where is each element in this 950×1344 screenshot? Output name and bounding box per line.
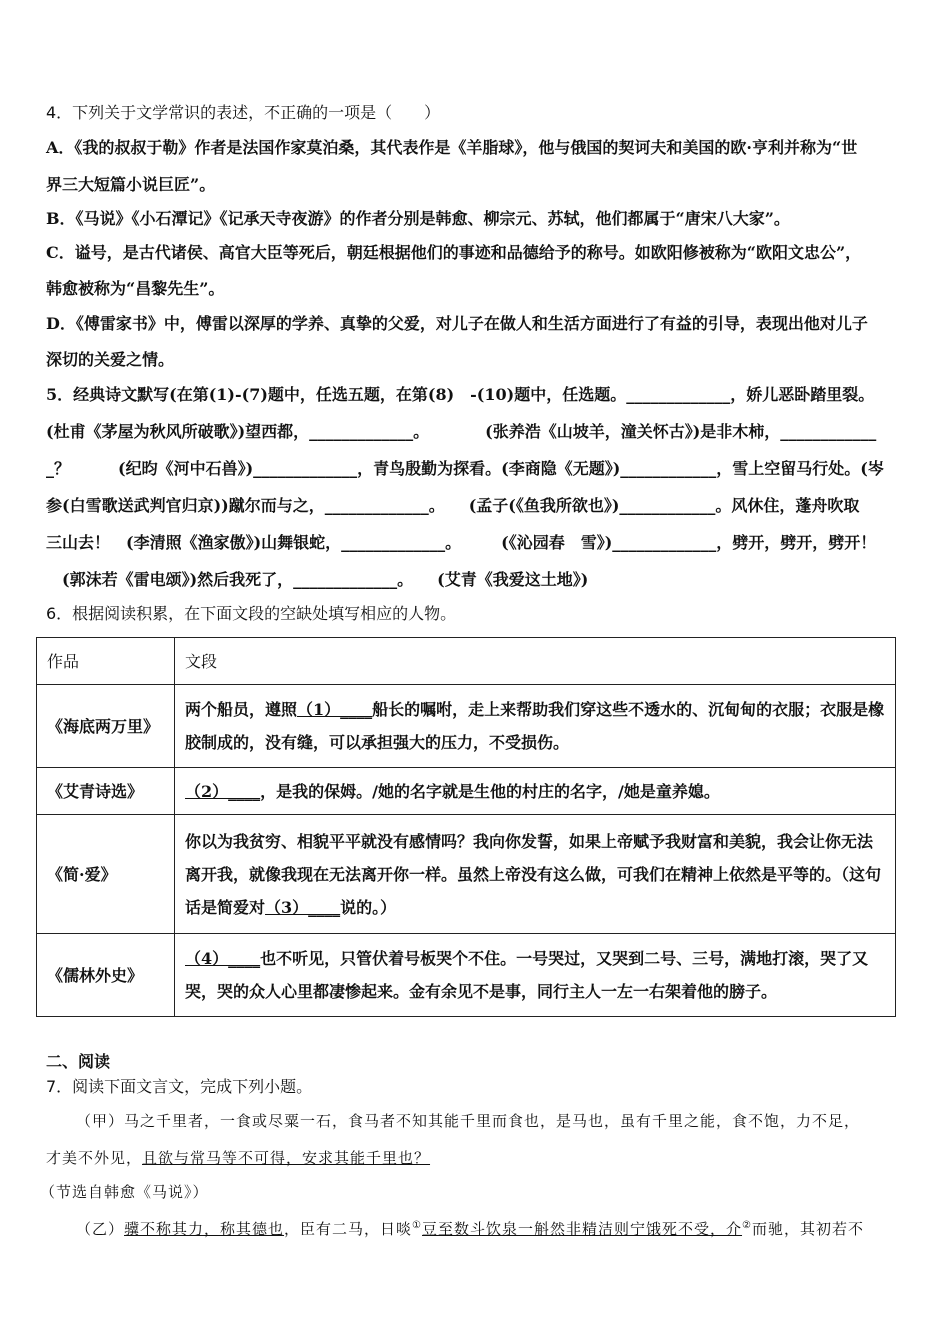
- yi-text: ，臣有二马，日啖: [284, 1220, 413, 1238]
- blank-3: （3）____: [265, 897, 341, 917]
- blank-4: （4）____: [185, 949, 261, 968]
- work-cell: 《海底两万里》: [37, 685, 175, 768]
- table-header-work: 作品: [37, 638, 175, 685]
- footnote-mark-2: ②: [742, 1220, 752, 1231]
- jia-text: 才美不外见，: [46, 1149, 143, 1167]
- q5-line4: 参(白雪歌送武判官归京))蹴尔而与之，_____________。 (孟子(《鱼我所欲也》)____________。风休住，蓬舟吹取: [46, 496, 860, 515]
- work-cell: 《简·爱》: [37, 815, 175, 934]
- passage-text: 船长的嘱咐，走上来帮助我们穿这些不透水的、沉甸甸的衣服；衣服是橡胶制成的，没有缝，可以承担强大的压力，不受损伤。: [185, 700, 885, 752]
- q4-option-d-line1: D．《傅雷家书》中，傅雷以深厚的学养、真挚的父爱，对儿子在做人和生活方面进行了有益的引导，表现出他对儿子: [46, 314, 868, 333]
- q5-line6: (郭沫若《雷电颂》)然后我死了，_____________。 (艾青《我爱这土地》): [46, 570, 589, 589]
- q4-option-a-line1: A．《我的叔叔于勒》作者是法国作家莫泊桑，其代表作是《羊脂球》，他与俄国的契诃夫和美国的欧·亨利并称为“世: [46, 138, 858, 157]
- section-title: 二、阅读: [46, 1052, 111, 1071]
- passage-cell: [175, 815, 896, 934]
- yi-label: （乙）: [76, 1220, 125, 1238]
- q4-stem: 4．下列关于文学常识的表述，不正确的一项是（ ）: [46, 103, 441, 122]
- passage-text: 说的。）: [340, 897, 397, 917]
- q5-line3: _？ (纪昀《河中石兽》)_____________，青鸟殷勤为探看。(李商隐《无题》)____________，雪上空留马行处。(岑: [46, 459, 884, 478]
- table-row: [37, 768, 896, 815]
- passage-cell: [175, 934, 896, 1017]
- yi-underlined-sentence: 骥不称其力，称其德也: [124, 1220, 285, 1238]
- q4-option-d-line2: 深切的关爱之情。: [46, 350, 175, 369]
- jia-source: （节选自韩愈《马说》）: [40, 1183, 209, 1201]
- blank-2: （2）____: [185, 781, 261, 801]
- q4-option-c-line1: C．谥号，是古代诸侯、高官大臣等死后，朝廷根据他们的事迹和品德给予的称号。如欧阳修被称为“欧阳文忠公”，: [46, 243, 862, 262]
- passage-cell: [175, 768, 896, 815]
- blank-1: （1）____: [297, 700, 373, 719]
- table-row: [37, 685, 896, 768]
- table-header-row: [37, 638, 896, 685]
- jia-underlined-sentence: 且欲与常马等不可得，安求其能千里也？: [142, 1149, 431, 1167]
- q4-option-b: B．《马说》《小石潭记》《记承天寺夜游》的作者分别是韩愈、柳宗元、苏轼，他们都属于“唐宋八大家”。: [46, 209, 790, 228]
- q6-table: [36, 637, 896, 1017]
- jia-line2: [46, 1148, 916, 1168]
- yi-text: 而驰，其初若不: [752, 1220, 865, 1238]
- q4-option-a-line2: 界三大短篇小说巨匠”。: [46, 175, 216, 194]
- passage-text: 也不听见，只管伏着号板哭个不住。一号哭过，又哭到二号、三号，满地打滚，哭了又哭，哭的众人心里都凄惨起来。金有余见不是事，同行主人一左一右架着他的膀子。: [185, 949, 869, 1001]
- table-header-passage: 文段: [175, 638, 896, 685]
- q5-line5: 三山去！ (李清照《渔家傲》)山舞银蛇，_____________。 (《沁园春 雪》)_____________，劈开，劈开，劈开！: [46, 533, 877, 552]
- q4-option-c-line2: 韩愈被称为“昌黎先生”。: [46, 279, 225, 298]
- q5-line2: (杜甫《茅屋为秋风所破歌》)望西都，_____________。 (张养浩《山坡羊，潼关怀古》)是非木柿，____________: [46, 422, 877, 441]
- yi-line1: [76, 1216, 916, 1239]
- passage-cell: [175, 685, 896, 768]
- footnote-mark-1: ①: [412, 1220, 423, 1231]
- q5-line1: 5．经典诗文默写(在第(1)-(7)题中，任选五题，在第(8) -(10)题中，任选题。_____________，娇儿恶卧踏里裂。: [46, 385, 875, 404]
- passage-text: 你以为我贫穷、相貌平平就没有感情吗？我向你发誓，如果上帝赋予我财富和美貌，我会让你无法离开我，就像我现在无法离开你一样。虽然上帝没有这么做，可我们在精神上依然是平等的。（这句话是简爱对: [185, 831, 882, 917]
- passage-text: 两个船员，遵照: [185, 700, 298, 719]
- table-row: [37, 815, 896, 934]
- table-row: [37, 934, 896, 1017]
- work-cell: 《艾青诗选》: [37, 768, 175, 815]
- q7-stem: 7．阅读下面文言文，完成下列小题。: [46, 1077, 313, 1096]
- yi-underlined-text: 豆至数斗饮泉一斛然非精洁则宁饿死不受，介: [422, 1220, 743, 1238]
- passage-text: ，是我的保姆。/她的名字就是生他的村庄的名字，/她是童养媳。: [260, 781, 720, 801]
- q6-stem: 6．根据阅读积累，在下面文段的空缺处填写相应的人物。: [46, 604, 457, 623]
- work-cell: 《儒林外史》: [37, 934, 175, 1017]
- jia-line1: （甲）马之千里者，一食或尽粟一石，食马者不知其能千里而食也，是马也，虽有千里之能，食不饱，力不足，: [76, 1112, 861, 1130]
